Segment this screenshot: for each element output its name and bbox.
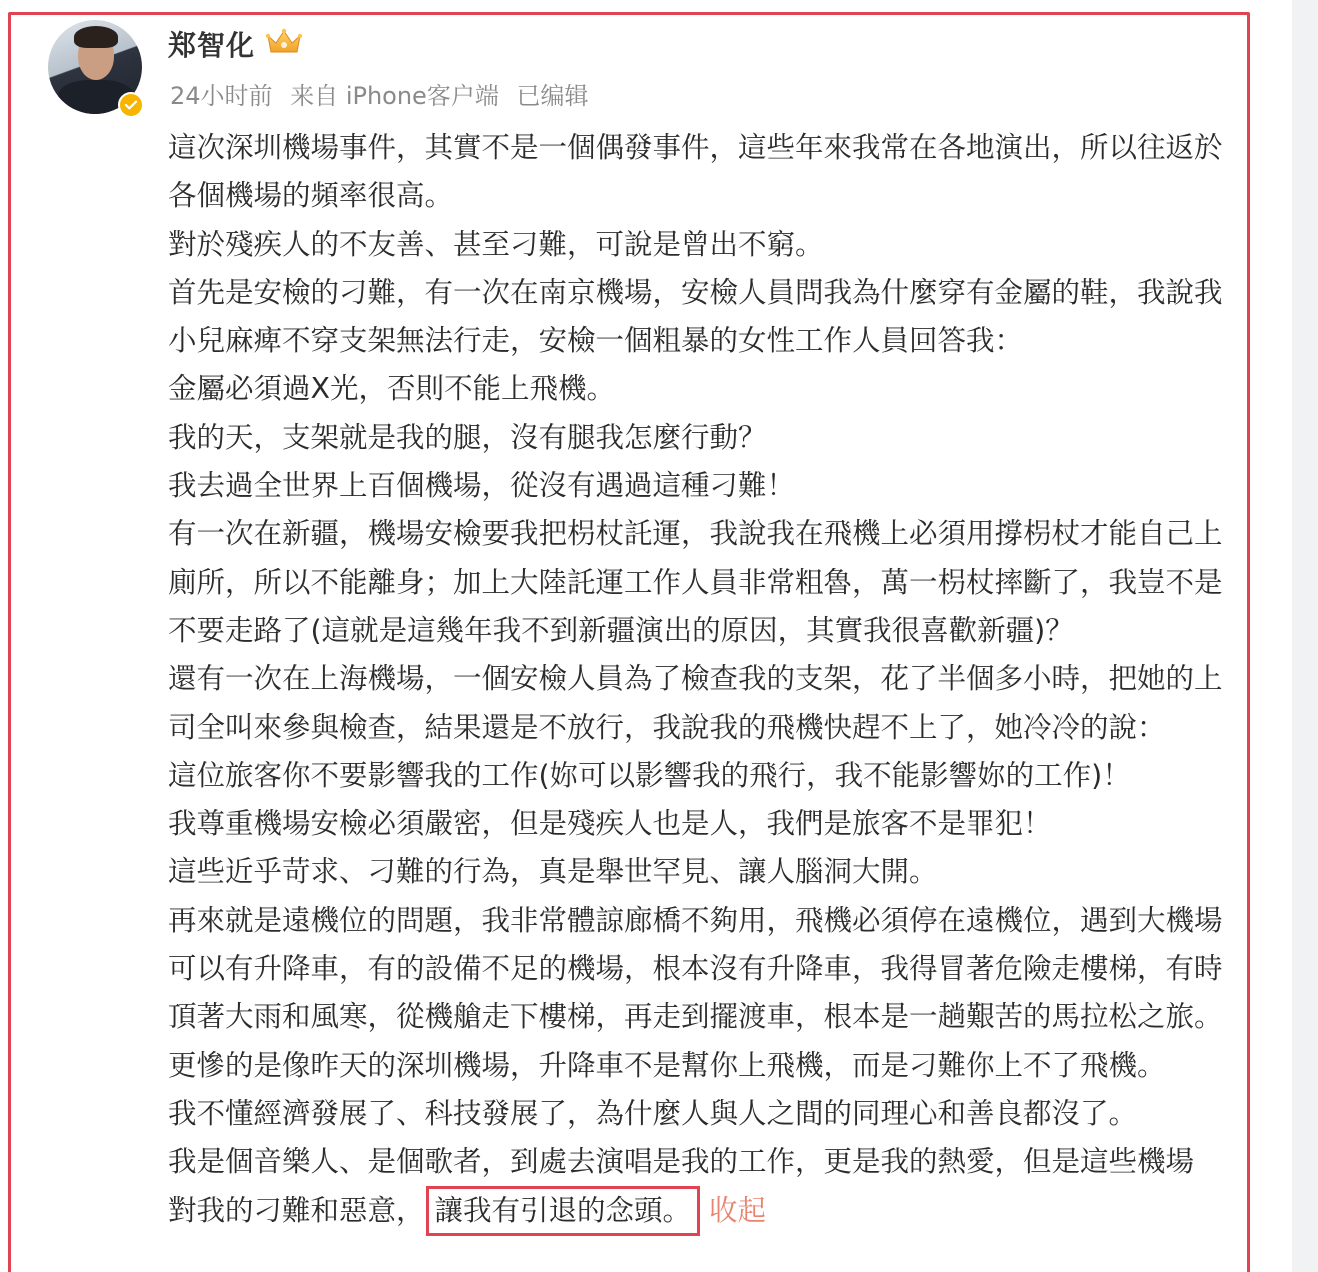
edited-label[interactable]: 已编辑	[516, 82, 589, 110]
crown-badge-icon[interactable]	[264, 26, 304, 58]
post-paragraph: 這次深圳機場事件，其實不是一個偶發事件，這些年來我常在各地演出，所以往返於各個機場的頻率很高。	[168, 131, 1223, 213]
post-meta	[170, 76, 588, 111]
post-paragraph: 我的天，支架就是我的腿，沒有腿我怎麼行動？	[168, 420, 767, 454]
post-paragraph: 再來就是遠機位的問題，我非常體諒廊橋不夠用，飛機必須停在遠機位，遇到大機場可以有升降車，有的設備不足的機場，根本沒有升降車，我得冒著危險走樓梯，有時頂著大雨和風寒，從機艙走下樓梯，再走到擺渡車，根本是一趟艱苦的馬拉松之旅。更慘的是像昨天的深圳機場，升降車不是幫你上飛機，而是刁難你上不了飛機。	[168, 903, 1223, 1082]
last-line-prefix: 對我的刁難和惡意，	[168, 1193, 425, 1227]
post-time[interactable]: 24小时前	[170, 82, 273, 110]
post-paragraph: 我尊重機場安檢必須嚴密，但是殘疾人也是人，我們是旅客不是罪犯！	[168, 807, 1052, 841]
post-body	[168, 124, 1250, 1235]
post-paragraph: 有一次在新疆，機場安檢要我把枴杖託運，我說我在飛機上必須用撐枴杖才能自己上廁所，所以不能離身；加上大陸託運工作人員非常粗魯，萬一枴杖摔斷了，我豈不是不要走路了(這就是這幾年我不到新疆演出的原因，其實我很喜歡新疆)？	[168, 517, 1223, 647]
post-paragraph: 這些近乎苛求、刁難的行為，真是舉世罕見、讓人腦洞大開。	[168, 855, 938, 889]
post-paragraph: 我不懂經濟發展了、科技發展了，為什麼人與人之間的同理心和善良都沒了。	[168, 1096, 1138, 1130]
highlighted-phrase: 讓我有引退的念頭。	[429, 1189, 698, 1233]
verified-badge-icon	[118, 92, 144, 118]
avatar-hair-shape	[74, 26, 118, 48]
post-paragraph: 還有一次在上海機場，一個安檢人員為了檢查我的支架，花了半個多小時，把她的上司全叫來參與檢查，結果還是不放行，我說我的飛機快趕不上了，她冷冷的說：	[168, 662, 1223, 744]
post-paragraph-last-line1: 我是個音樂人、是個歌者，到處去演唱是我的工作，更是我的熱愛，但是這些機場	[168, 1145, 1195, 1179]
post-source: 来自 iPhone客户端	[290, 82, 499, 110]
post-paragraph: 我去過全世界上百個機場，從沒有遇過這種刁難！	[168, 469, 796, 503]
post-paragraph: 金屬必須過X光，否則不能上飛機。	[168, 372, 616, 406]
collapse-link[interactable]: 收起	[709, 1193, 767, 1227]
post-paragraph-last-line2	[168, 1187, 1250, 1235]
username[interactable]: 郑智化	[168, 29, 256, 62]
scrollbar[interactable]	[1292, 0, 1318, 1272]
post-paragraph: 首先是安檢的刁難，有一次在南京機場，安檢人員問我為什麼穿有金屬的鞋，我說我小兒麻痺不穿支架無法行走，安檢一個粗暴的女性工作人員回答我：	[168, 275, 1223, 358]
post-paragraph: 這位旅客你不要影響我的工作(妳可以影響我的飛行，我不能影響妳的工作)！	[168, 758, 1131, 792]
post-paragraph: 對於殘疾人的不友善、甚至刁難，可說是曾出不窮。	[168, 227, 824, 261]
